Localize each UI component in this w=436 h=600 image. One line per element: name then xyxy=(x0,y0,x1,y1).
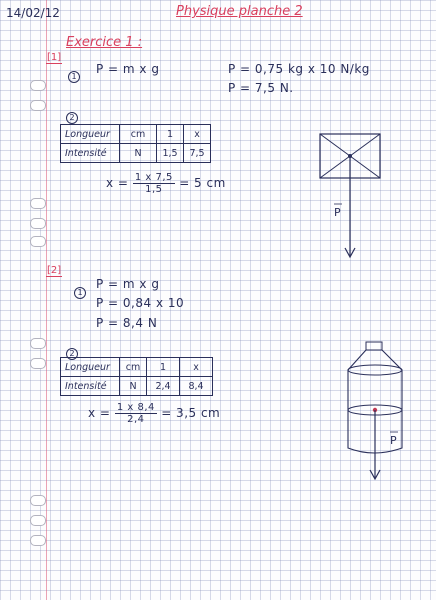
table-row xyxy=(61,144,211,163)
part1-calc-line1: P = 0,75 kg x 10 N/kg xyxy=(228,62,370,76)
binder-hole xyxy=(30,358,46,369)
part2-proportion-table xyxy=(60,357,213,396)
page-title: Physique planche 2 xyxy=(176,4,303,19)
part2-calc-line1: P = 0,84 x 10 xyxy=(96,296,185,310)
part1-step1-marker: 1 xyxy=(68,64,80,83)
table-cell: 1 xyxy=(147,358,180,377)
table-cell: Longueur xyxy=(61,125,120,144)
binder-hole xyxy=(30,100,46,111)
table-cell: cm xyxy=(120,125,157,144)
binder-hole xyxy=(30,236,46,247)
table-row xyxy=(61,125,211,144)
part2-formula: P = m x g xyxy=(96,277,160,291)
table-cell: 2,4 xyxy=(147,377,180,396)
margin-line xyxy=(46,0,47,600)
fraction: $\frac{1 x 7,5}{1,5}$ xyxy=(134,172,173,195)
table-row xyxy=(61,377,213,396)
table-row xyxy=(61,358,213,377)
table-cell: 8,4 xyxy=(180,377,213,396)
table-cell: 7,5 xyxy=(184,144,211,163)
part1-result: x = $\frac{1 x 7,5}{1,5}$ = 5 cm xyxy=(106,172,226,195)
table-cell: Intensité xyxy=(61,144,120,163)
fraction: $\frac{1 x 8,4}{2,4}$ xyxy=(116,402,155,425)
table-cell: N xyxy=(120,377,147,396)
binder-hole xyxy=(30,535,46,546)
part2-result: x = $\frac{1 x 8,4}{2,4}$ = 3,5 cm xyxy=(88,402,221,425)
part2-bottle-diagram xyxy=(318,340,428,490)
part2-step1-marker: 1 xyxy=(74,280,86,299)
part1-formula: P = m x g xyxy=(96,62,160,76)
binder-hole xyxy=(30,198,46,209)
bottle-shoulder xyxy=(348,365,402,375)
part1-label: [1] xyxy=(47,52,62,63)
table-cell: 1,5 xyxy=(157,144,184,163)
bottle-cap xyxy=(366,342,382,350)
table-cell: x xyxy=(180,358,213,377)
part2-step2-marker: 2 xyxy=(66,341,78,360)
table-cell: Longueur xyxy=(61,358,120,377)
binder-hole xyxy=(30,495,46,506)
binder-hole xyxy=(30,218,46,229)
vector-label: P xyxy=(334,206,341,219)
table-cell: N xyxy=(120,144,157,163)
part1-weight-diagram xyxy=(310,124,400,264)
binder-hole xyxy=(30,338,46,349)
table-cell: cm xyxy=(120,358,147,377)
table-cell: 1 xyxy=(157,125,184,144)
binder-hole xyxy=(30,515,46,526)
part2-calc-line2: P = 8,4 N xyxy=(96,316,158,330)
exercise-title: Exercice 1 : xyxy=(66,35,143,50)
table-cell: x xyxy=(184,125,211,144)
part2-label: [2] xyxy=(47,265,62,276)
binder-hole xyxy=(30,80,46,91)
part1-proportion-table xyxy=(60,124,211,163)
vector-label: P xyxy=(390,434,397,447)
date: 14/02/12 xyxy=(6,6,60,20)
part1-step2-marker: 2 xyxy=(66,105,78,124)
table-cell: Intensité xyxy=(61,377,120,396)
part1-calc-line2: P = 7,5 N. xyxy=(228,81,294,95)
